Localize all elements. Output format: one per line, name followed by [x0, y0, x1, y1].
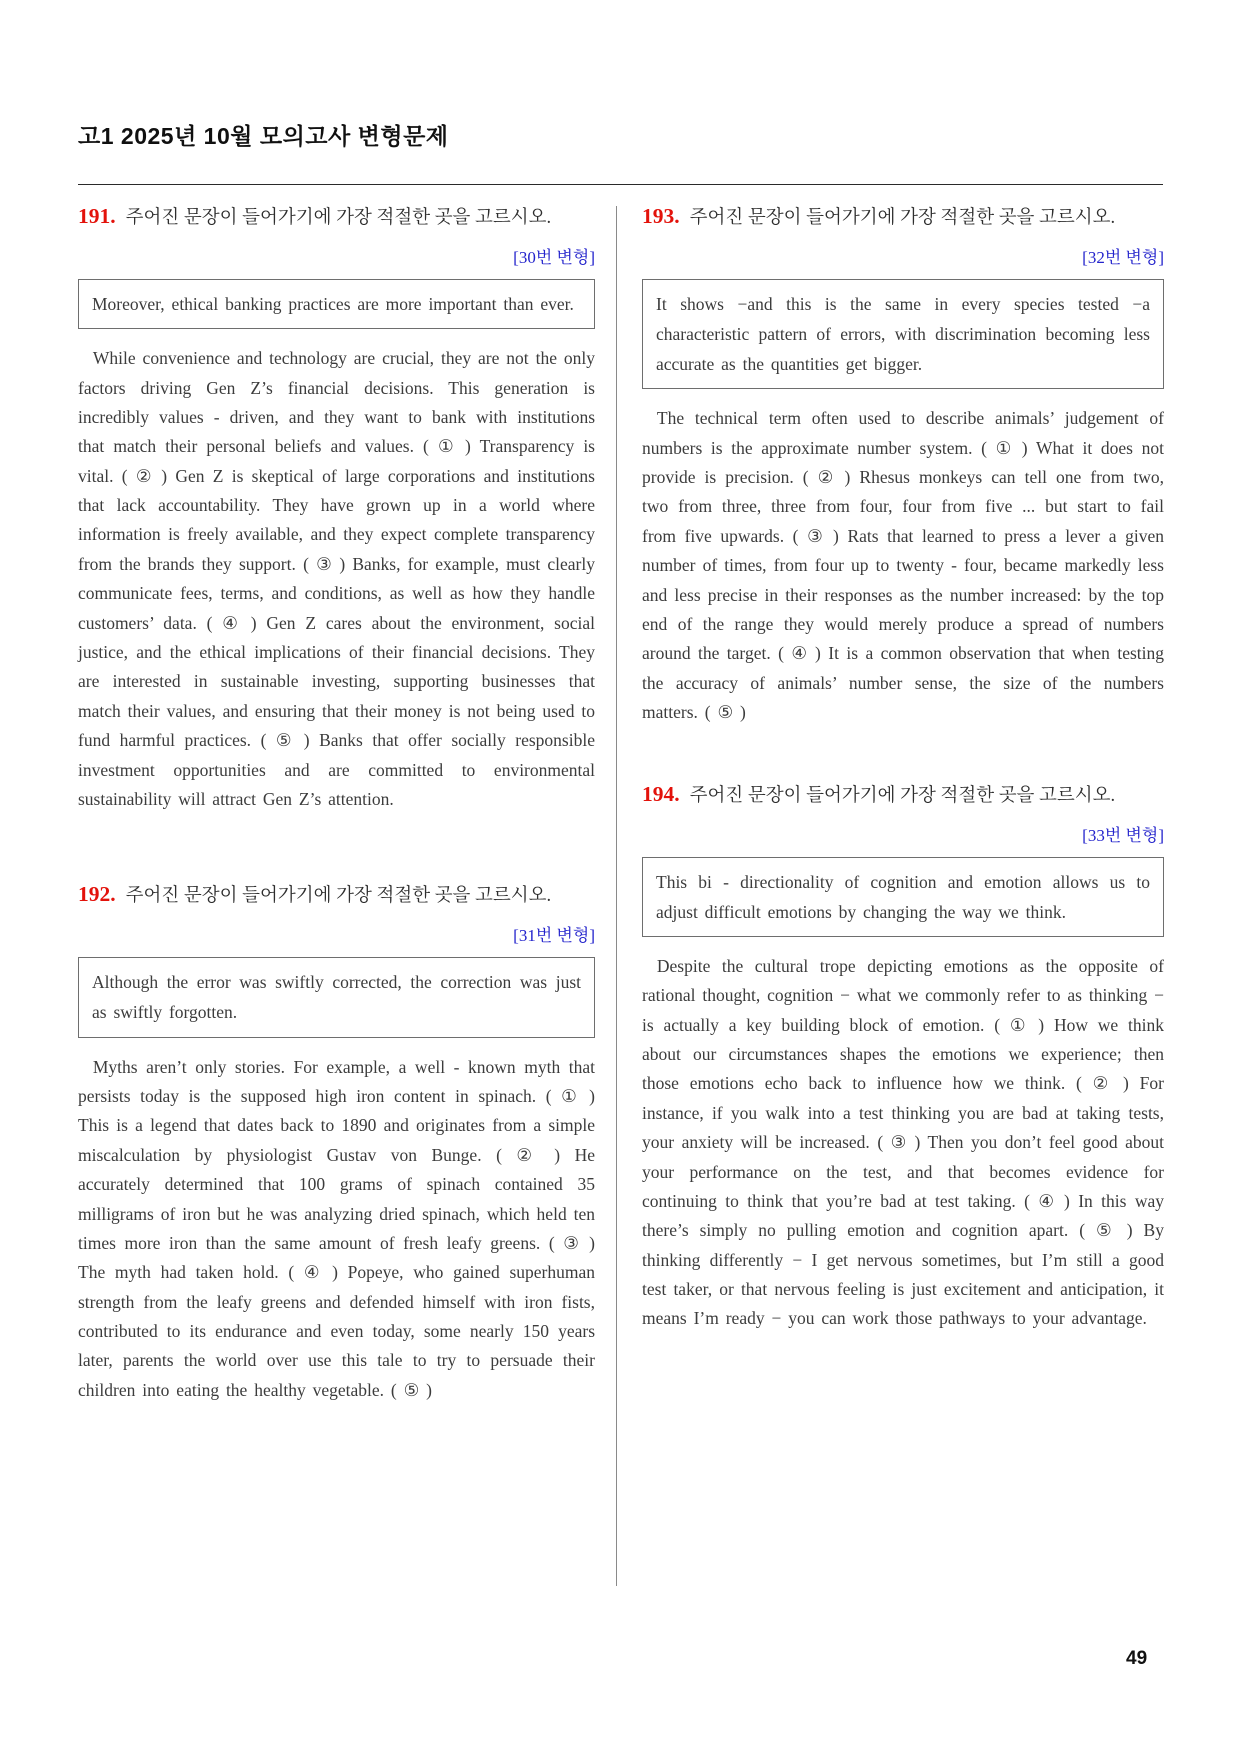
left-column	[78, 202, 595, 1405]
given-sentence-box: This bi - directionality of cognition and emotion allows us to adjust difficult emotions by changing the way we think.	[642, 857, 1164, 937]
given-sentence-box: It shows −and this is the same in every species tested −a characteristic pattern of errors, with discrimination becoming less accurate as the quantities get bigger.	[642, 279, 1164, 389]
variant-tag: [31번 변형]	[513, 926, 595, 946]
question-instruction: 주어진 문장이 들어가기에 가장 적절한 곳을 고르시오.	[125, 208, 552, 228]
given-sentence-box: Although the error was swiftly corrected, the correction was just as swiftly forgotten.	[78, 957, 595, 1037]
question-number: 193.	[642, 204, 680, 228]
variant-tag: [33번 변형]	[1082, 825, 1164, 845]
page-number: 49	[1126, 1648, 1148, 1669]
passage: Despite the cultural trope depicting emotions as the opposite of rational thought, cognition − what we commonly refer to as thinking − is actually a key building block of emotion. ( ① ) How we think about our circumstances shapes the emotions we experience; then those emotions echo back to influence how we think. ( ② ) For instance, if you walk into a test thinking you are bad at taking tests, your anxiety will be increased. ( ③ ) Then you don’t feel good about your performance on the test, and that becomes evidence for continuing to think that you’re bad at test taking. ( ④ ) In this way there’s simply no pulling emotion and cognition apart. ( ⑤ ) By thinking differently − I get nervous sometimes, but I’m still a good test taker, or that nervous feeling is just excitement and anticipation, it means I’m ready − you can work those pathways to your advantage.	[642, 955, 1164, 1329]
question-header	[78, 880, 595, 909]
passage: While convenience and technology are crucial, they are not the only factors driving Gen Z’s financial decisions. This generation is incredibly values - driven, and they want to bank with institutions that match their personal beliefs and values. ( ① ) Transparency is vital. ( ② ) Gen Z is skeptical of large corporations and institutions that lack accountability. They have grown up in a world where information is freely available, and they expect complete transparency from the brands they support. ( ③ ) Banks, for example, must clearly communicate fees, terms, and conditions, as well as how they handle customers’ data. ( ④ ) Gen Z cares about the environment, social justice, and the ethical implications of their financial decisions. They are interested in sustainable investing, supporting businesses that match their values, and ensuring that their money is not being used to fund harmful practices. ( ⑤ ) Banks that offer socially responsible investment opportunities and are committed to environmental sustainability will attract Gen Z’s attention.	[78, 348, 595, 809]
question-header	[78, 202, 595, 231]
question-193	[642, 202, 1164, 728]
page-title: 고1 2025년 10월 모의고사 변형문제	[78, 123, 449, 149]
question-number: 194.	[642, 781, 680, 806]
two-column-layout	[78, 202, 1164, 1405]
question-number: 192.	[78, 882, 116, 907]
passage: Myths aren’t only stories. For example, a well - known myth that persists today is the supposed high iron content in spinach. ( ① ) This is a legend that dates back to 1890 and originates from a simple miscalculation by physiologist Gustav von Bunge. ( ② ) He accurately determined that 100 grams of spinach contained 35 milligrams of iron but he was analyzing dried spinach, which held ten times more iron than the same amount of fresh leafy greens. ( ③ ) The myth had taken hold. ( ④ ) Popeye, who gained superhuman strength from the leafy greens and defended himself with iron fists, contributed to its endurance and even today, some nearly 150 years later, parents the world over use this tale to try to persuade their children into eating the healthy vegetable. ( ⑤ )	[78, 1056, 595, 1400]
question-instruction: 주어진 문장이 들어가기에 가장 적절한 곳을 고르시오.	[125, 886, 552, 907]
question-instruction: 주어진 문장이 들어가기에 가장 적절한 곳을 고르시오.	[689, 785, 1116, 806]
question-header	[642, 780, 1164, 809]
question-number: 191.	[78, 204, 116, 228]
variant-tag: [30번 변형]	[513, 248, 595, 268]
header-rule	[78, 184, 1163, 185]
right-column	[642, 202, 1164, 1405]
question-header	[642, 202, 1164, 231]
variant-tag: [32번 변형]	[1082, 248, 1164, 268]
given-sentence-box: Moreover, ethical banking practices are more important than ever.	[78, 279, 595, 329]
question-191	[78, 202, 595, 814]
question-192	[78, 880, 595, 1405]
question-194	[642, 780, 1164, 1334]
question-instruction: 주어진 문장이 들어가기에 가장 적절한 곳을 고르시오.	[689, 208, 1116, 228]
passage: The technical term often used to describe animals’ judgement of numbers is the approximate number system. ( ① ) What it does not provide is precision. ( ② ) Rhesus monkeys can tell one from two, two from three, three from four, four from five ... but start to fail from five upwards. ( ③ ) Rats that learned to press a lever a given number of times, from four up to twenty - four, became markedly less and less precise in their responses as the number increased: by the top end of the range they would merely produce a spread of numbers around the target. ( ④ ) It is a common observation that when testing the accuracy of animals’ number sense, the size of the numbers matters. ( ⑤ )	[642, 408, 1164, 723]
